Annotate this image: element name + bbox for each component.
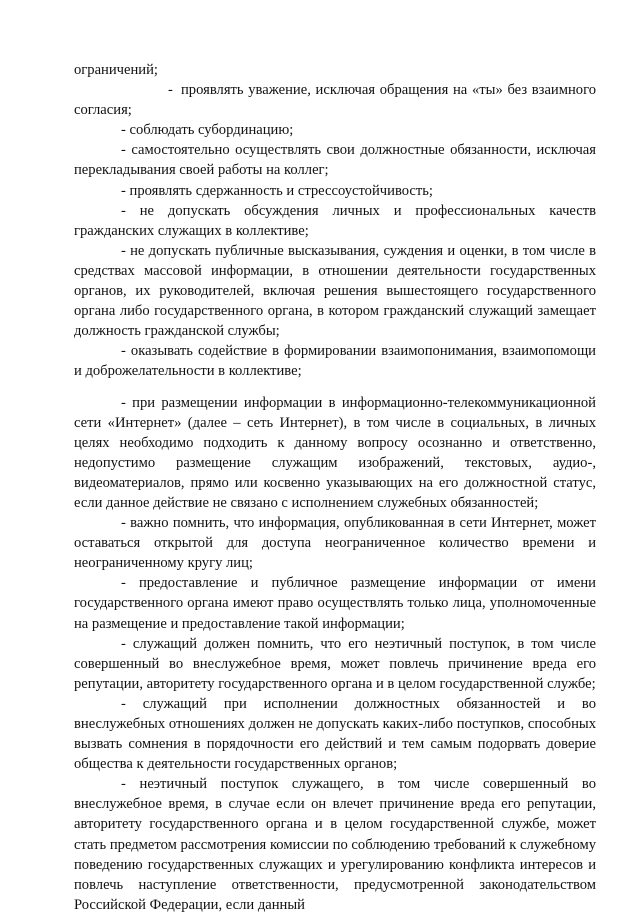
paragraph-continuation: ограничений; <box>74 62 158 78</box>
paragraph-respect <box>74 80 596 120</box>
list-dash: - <box>168 82 173 99</box>
paragraph-own-duties: - самостоятельно осуществлять свои должностные обязанности, исключая перекладывания своей работы на коллег; <box>74 142 596 179</box>
paragraph-no-discussion: - не допускать обсуждения личных и профессиональных качеств гражданских служащих в коллективе; <box>74 202 596 239</box>
document-body <box>74 60 596 915</box>
paragraph-unethical-act: - служащий должен помнить, что его неэтичный поступок, в том числе совершенный во внеслужебное время, может повлечь причинение вреда его репутации, авторитету государственного органа и в целом государственной службе; <box>74 635 596 692</box>
paragraph-subordination: - соблюдать субординацию; <box>121 122 294 139</box>
paragraph-restraint: - проявлять сдержанность и стрессоустойчивость; <box>121 182 433 199</box>
paragraph-commission: - неэтичный поступок служащего, в том числе совершенный во внеслужебное время, в случае если он влечет причинение вреда его репутации, авторитету государственного органа и в целом государственной службе, может стать предметом рассмотрения комиссии по соблюдению требований к служебному поведению государственных служащих и урегулированию конфликта интересов и повлечь наступление ответственности, предусмотренной законодательством Российской Федерации, если данный <box>74 776 596 913</box>
paragraph-authorized-persons: - предоставление и публичное размещение информации от имени государственного органа имеют право осуществлять только лица, уполномоченные на размещение и предоставление такой информации; <box>74 575 596 632</box>
paragraph-internet-posting: - при размещении информации в информационно-телекоммуникационной сети «Интернет» (далее – сеть Интернет), в том числе в социальных, в личных целях необходимо подходить к данному вопросу осознанно и ответственно, недопустимо размещение служащим изображений, текстовых, аудио-, видеоматериалов, прямо или косвенно указывающих на его должностной статус, если данное действие не связано с исполнением служебных обязанностей; <box>74 394 596 511</box>
paragraph-assistance: - оказывать содействие в формировании взаимопонимания, взаимопомощи и доброжелательности в коллективе; <box>74 343 596 380</box>
paragraph-respect-text: проявлять уважение, исключая обращения на «ты» без взаимного согласия; <box>74 82 596 119</box>
paragraph-internet-remember: - важно помнить, что информация, опубликованная в сети Интернет, может оставаться открытой для доступа неограниченное количество времени и неограниченному кругу лиц; <box>74 515 596 572</box>
paragraph-no-public-statements: - не допускать публичные высказывания, суждения и оценки, в том числе в средствах массовой информации, в отношении деятельности государственных органов, их руководителей, включая решения вышестоящего государственного органа либо государственного органа, в котором гражданский служащий замещает должность гражданской службы; <box>74 242 596 340</box>
paragraph-conduct: - служащий при исполнении должностных обязанностей и во внеслужебных отношениях должен не допускать каких-либо поступков, способных вызвать сомнения в порядочности его действий и тем самым подорвать доверие общества к деятельности государственных органов; <box>74 695 596 773</box>
